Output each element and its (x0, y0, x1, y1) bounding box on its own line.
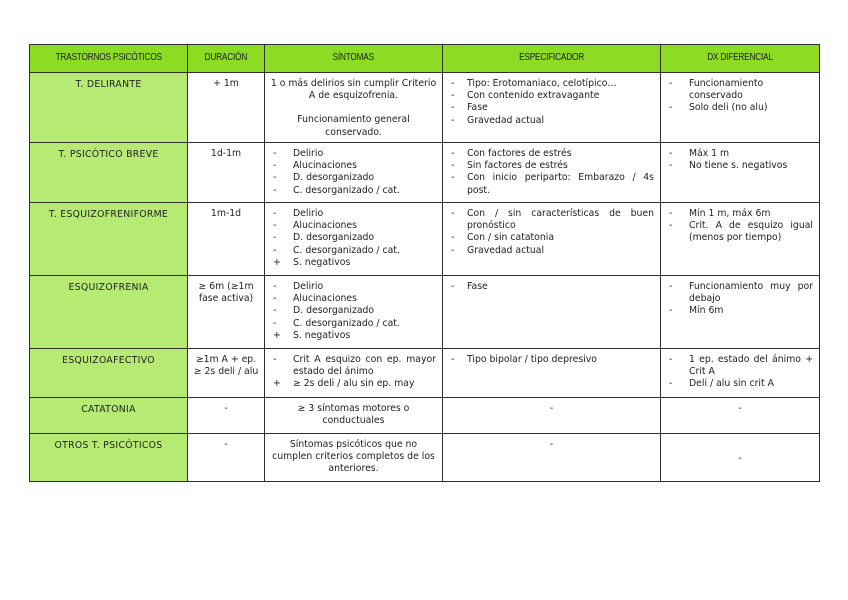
list-item: - Sin factores de estrés (449, 160, 654, 172)
list-item: - D. desorganizado (271, 172, 436, 184)
symptoms-cell (265, 73, 443, 143)
table-row (30, 398, 820, 434)
symptoms-text: 1 o más delirios sin cumplir Criterio A de esquizofrenia. (270, 78, 437, 102)
duration-cell: - (188, 398, 265, 434)
list-item: - Deli / alu sin crit A (667, 378, 813, 390)
symptoms-text: Síntomas psicóticos que no cumplen criterios completos de los anteriores. (272, 439, 435, 475)
duration-cell: - (188, 434, 265, 482)
list-item: - Alucinaciones (271, 220, 436, 232)
list-item: - Delirio (271, 148, 436, 160)
list-item: - Funcionamiento conservado (667, 78, 813, 102)
list-item: - Tipo: Erotomaniaco, celotípico… (449, 78, 654, 90)
table-row (30, 434, 820, 482)
list-item: - Alucinaciones (271, 160, 436, 172)
list-item: - Máx 1 m (667, 148, 813, 160)
table-row (30, 203, 820, 276)
list-item: - Con factores de estrés (449, 148, 654, 160)
list-item: - Mín 1 m, máx 6m (667, 208, 813, 220)
duration-cell: + 1m (188, 73, 265, 143)
dx-cell (661, 276, 820, 349)
specifier-cell (443, 203, 661, 276)
list-item: - Con inicio periparto: Embarazo / 4s post. (449, 172, 654, 196)
list-item: - Gravedad actual (449, 245, 654, 257)
list-item: - Mín 6m (667, 305, 813, 317)
disorder-name: T. ESQUIZOFRENIFORME (30, 203, 188, 276)
list-item: - Fase (449, 281, 654, 293)
dx-cell (661, 203, 820, 276)
symptoms-cell (265, 434, 443, 482)
list-item: - Con / sin catatonia (449, 232, 654, 244)
list-item: - No tiene s. negativos (667, 160, 813, 172)
duration-cell: ≥1m A + ep. ≥ 2s deli / alu (188, 349, 265, 398)
list-item: - D. desorganizado (271, 305, 436, 317)
list-item: - Funcionamiento muy por debajo (667, 281, 813, 305)
disorder-name: T. PSICÓTICO BREVE (30, 143, 188, 203)
list-item: - Crit. A de esquizo igual (menos por tiempo) (667, 220, 813, 244)
table-row (30, 143, 820, 203)
specifier-cell (443, 434, 661, 482)
disorder-name: CATATONIA (30, 398, 188, 434)
disorder-name: OTROS T. PSICÓTICOS (30, 434, 188, 482)
list-item: + S. negativos (271, 257, 436, 269)
header-trastornos: TRASTORNOS PSICÓTICOS (30, 45, 188, 73)
symptoms-cell (265, 349, 443, 398)
list-item: - C. desorganizado / cat. (271, 245, 436, 257)
psychotic-disorders-table (29, 44, 820, 482)
list-item: - Con / sin características de buen pronóstico (449, 208, 654, 232)
list-item: - Gravedad actual (449, 115, 654, 127)
symptoms-text: Funcionamiento general conservado. (297, 114, 410, 138)
disorder-name: ESQUIZOAFECTIVO (30, 349, 188, 398)
header-sintomas: SÍNTOMAS (265, 45, 443, 73)
list-item: - Tipo bipolar / tipo depresivo (449, 354, 654, 366)
duration-cell: 1m-1d (188, 203, 265, 276)
duration-cell: 1d-1m (188, 143, 265, 203)
specifier-cell (443, 73, 661, 143)
specifier-cell (443, 276, 661, 349)
symptoms-text: ≥ 3 síntomas motores o conductuales (297, 403, 410, 427)
table-row (30, 73, 820, 143)
specifier-cell (443, 398, 661, 434)
header-especificador: ESPECIFICADOR (443, 45, 661, 73)
list-item: - Delirio (271, 208, 436, 220)
header-dx-diferencial: DX DIFERENCIAL (661, 45, 820, 73)
table-row (30, 349, 820, 398)
header-row (30, 45, 820, 73)
table-row (30, 276, 820, 349)
list-item: + ≥ 2s deli / alu sin ep. may (271, 378, 436, 390)
empty-dash: - (738, 403, 742, 414)
disorder-name: ESQUIZOFRENIA (30, 276, 188, 349)
list-item: + S. negativos (271, 330, 436, 342)
list-item: - D. desorganizado (271, 232, 436, 244)
disorder-name: T. DELIRANTE (30, 73, 188, 143)
dx-cell (661, 398, 820, 434)
list-item: - Delirio (271, 281, 436, 293)
list-item: - Con contenido extravagante (449, 90, 654, 102)
dx-cell (661, 143, 820, 203)
dx-cell (661, 73, 820, 143)
list-item: - C. desorganizado / cat. (271, 185, 436, 197)
list-item: - Fase (449, 102, 654, 114)
list-item: - C. desorganizado / cat. (271, 318, 436, 330)
dx-cell (661, 434, 820, 482)
symptoms-cell (265, 203, 443, 276)
empty-dash: - (549, 439, 554, 450)
list-item: - Crit A esquizo con ep. mayor estado del ánimo (271, 354, 436, 378)
specifier-cell (443, 143, 661, 203)
dx-cell (661, 349, 820, 398)
symptoms-cell (265, 398, 443, 434)
empty-dash: - (738, 453, 742, 464)
specifier-cell (443, 349, 661, 398)
symptoms-cell (265, 143, 443, 203)
symptoms-cell (265, 276, 443, 349)
header-duracion: DURACIÓN (188, 45, 265, 73)
list-item: - Solo deli (no alu) (667, 102, 813, 114)
list-item: - 1 ep. estado del ánimo + Crit A (667, 354, 813, 378)
empty-dash: - (549, 403, 554, 414)
list-item: - Alucinaciones (271, 293, 436, 305)
duration-cell: ≥ 6m (≥1m fase activa) (188, 276, 265, 349)
